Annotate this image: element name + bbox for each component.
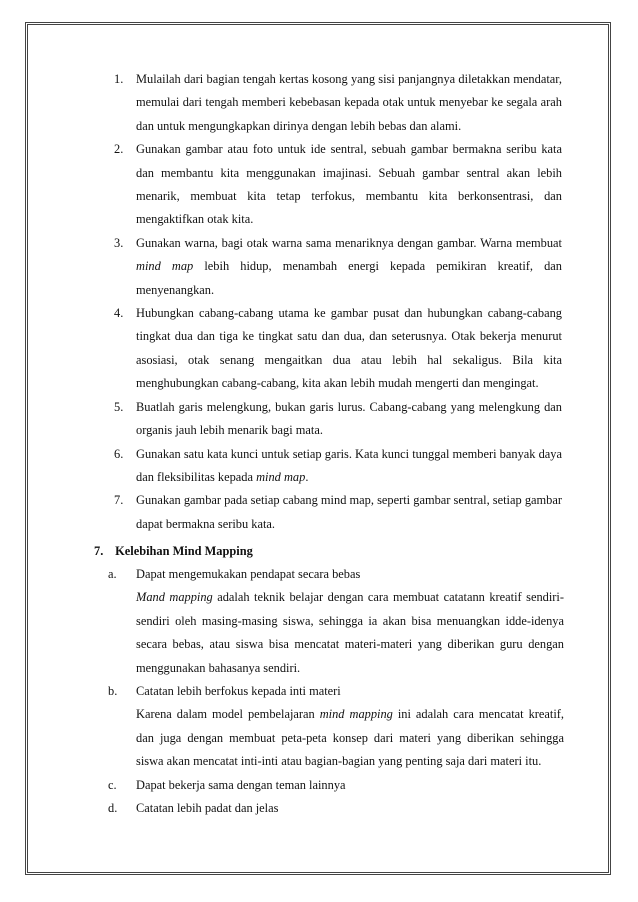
italic-term: mind mapping — [319, 707, 393, 722]
section-heading — [94, 540, 564, 563]
step-item — [106, 232, 562, 302]
section-kelebihan — [94, 540, 564, 820]
text-run: adalah teknik belajar dengan cara membuat catatann kreatif sendiri-sendiri oleh masing-masing siswa, sehingga ia akan bisa menuangkan idde-idenya secara bebas, atau siswa bisa mencatat materi-materi yang diberikan guru dengan menggunakan bahasanya sendiri. — [136, 590, 564, 675]
advantages-list — [94, 563, 564, 820]
text-run: ini adalah cara mencatat kreatif, dan juga dengan membuat peta-peta konsep dari materi yang diberikan sehingga siswa akan mencatat inti-inti atau bagian-bagian yang penting saja dari materi itu. — [136, 707, 564, 769]
advantage-title: Dapat mengemukakan pendapat secara bebas — [136, 567, 361, 581]
section-title: Kelebihan Mind Mapping — [115, 544, 253, 558]
italic-term: Mand mapping — [136, 590, 213, 605]
advantage-item — [94, 680, 564, 774]
text-run: Mulailah dari bagian tengah kertas kosong yang sisi panjangnya diletakkan mendatar, memulai dari tengah memberi kebebasan kepada otak untuk menyebar ke segala arah dan untuk mengungkapkan dirinya dengan lebih bebas dan alami. — [136, 72, 562, 133]
step-number: 7. — [114, 493, 124, 508]
step-item — [106, 138, 562, 232]
step-item — [106, 443, 562, 490]
text-run: Hubungkan cabang-cabang utama ke gambar pusat dan hubungkan cabang-cabang tingkat dua dan tiga ke tingkat satu dan dua, dan seterusnya. Otak bekerja menurut asosiasi, otak senang mengaitkan dua atau lebih hal sekaligus. Bila kita menghubungkan cabang-cabang, kita akan lebih mudah mengerti dan mengingat. — [136, 306, 562, 391]
advantage-item — [94, 774, 564, 797]
advantage-letter: b. — [108, 684, 118, 699]
advantage-item — [94, 797, 564, 820]
advantage-title: Dapat bekerja sama dengan teman lainnya — [136, 777, 346, 792]
text-run: Buatlah garis melengkung, bukan garis lurus. Cabang-cabang yang melengkung dan organis jauh lebih menarik bagi mata. — [136, 399, 562, 438]
italic-term: mind map — [256, 469, 306, 484]
step-number: 6. — [114, 446, 124, 461]
section-number: 7. — [94, 544, 104, 558]
step-number: 3. — [114, 235, 124, 250]
advantage-body — [136, 703, 564, 773]
step-number: 1. — [114, 72, 124, 86]
advantage-body — [136, 586, 564, 680]
advantage-letter: a. — [108, 567, 117, 581]
step-item — [106, 302, 562, 396]
text-run: Gunakan satu kata kunci untuk setiap garis. Kata kunci tunggal memberi banyak daya dan fleksibilitas kepada — [136, 446, 562, 484]
step-item — [106, 489, 562, 536]
step-number: 5. — [114, 399, 124, 414]
step-number: 2. — [114, 142, 124, 157]
advantage-title: Catatan lebih berfokus kepada inti materi — [136, 684, 341, 699]
text-run: . — [305, 469, 309, 484]
advantage-item — [94, 563, 564, 680]
text-run: Karena dalam model pembelajaran — [136, 707, 320, 722]
advantage-title: Catatan lebih padat dan jelas — [136, 801, 279, 816]
step-item — [106, 396, 562, 443]
text-run: lebih hidup, menambah energi kepada pemikiran kreatif, dan menyenangkan. — [136, 259, 562, 297]
advantage-letter: d. — [108, 801, 118, 816]
advantage-letter: c. — [108, 777, 117, 792]
text-run: Gunakan gambar atau foto untuk ide sentral, sebuah gambar bermakna seribu kata dan membantu kita menggunakan imajinasi. Sebuah gambar sentral akan lebih menarik, membuat kita tetap terfokus, membantu kita berkonsentrasi, dan mengaktifkan otak kita. — [136, 142, 562, 227]
step-number: 4. — [114, 306, 124, 321]
step-item — [106, 68, 562, 138]
text-run: Gunakan gambar pada setiap cabang mind map, seperti gambar sentral, setiap gambar dapat bermakna seribu kata. — [136, 493, 562, 531]
steps-list — [106, 68, 562, 536]
italic-term: mind map — [136, 259, 194, 274]
text-run: Gunakan warna, bagi otak warna sama menariknya dengan gambar. Warna membuat — [136, 235, 562, 250]
